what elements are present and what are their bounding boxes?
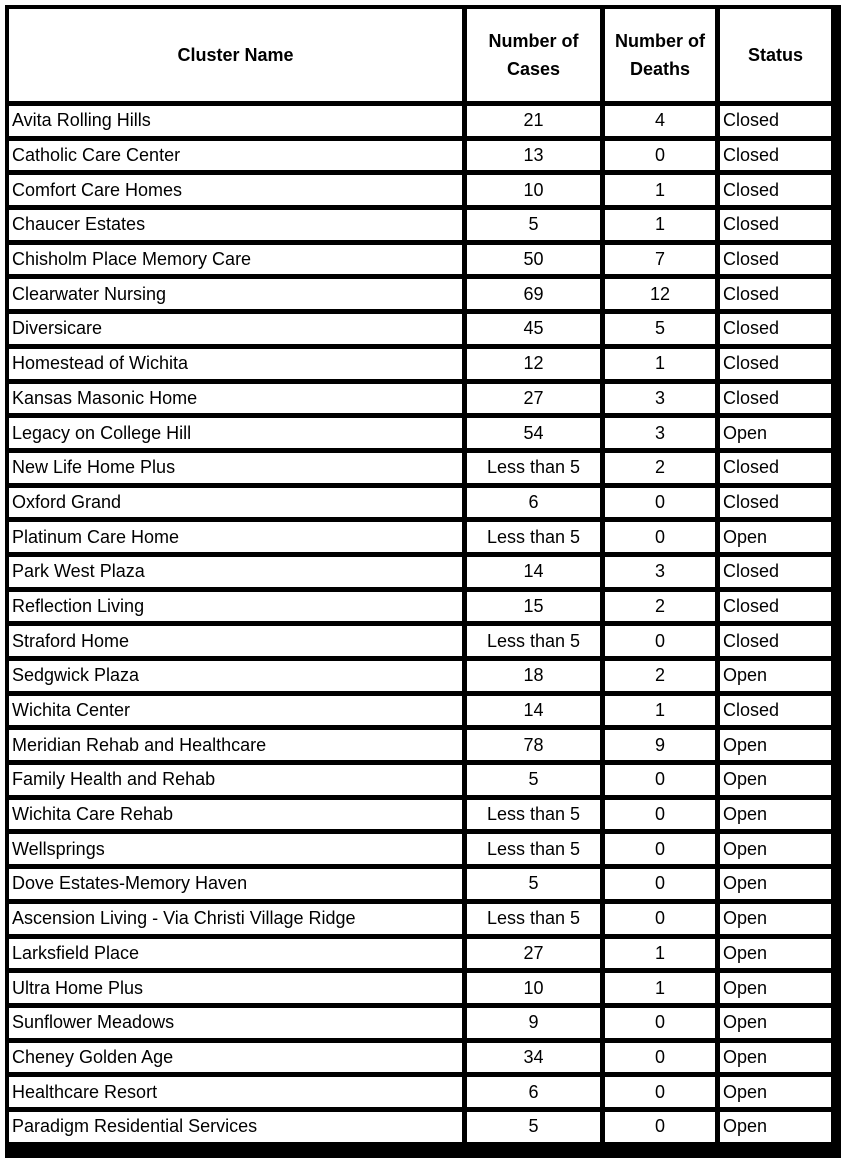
- cell-number-of-deaths: 7: [605, 245, 715, 275]
- cell-number-of-deaths: 3: [605, 418, 715, 448]
- cluster-table-sheet: [5, 5, 841, 1158]
- cell-cluster-name: Family Health and Rehab: [9, 765, 462, 795]
- cell-cluster-name: Sunflower Meadows: [9, 1008, 462, 1038]
- cell-number-of-deaths: 3: [605, 384, 715, 414]
- header-row: [9, 9, 831, 101]
- cell-number-of-deaths: 0: [605, 1008, 715, 1038]
- cell-number-of-cases: 14: [467, 557, 600, 587]
- cell-status: Open: [720, 973, 831, 1003]
- cell-status: Closed: [720, 488, 831, 518]
- table-row: [9, 904, 831, 934]
- cell-status: Closed: [720, 245, 831, 275]
- cell-cluster-name: Diversicare: [9, 314, 462, 344]
- cell-number-of-cases: 69: [467, 279, 600, 309]
- cluster-table: [4, 4, 836, 1147]
- cell-status: Closed: [720, 384, 831, 414]
- cell-number-of-deaths: 1: [605, 973, 715, 1003]
- table-row: [9, 141, 831, 171]
- cell-cluster-name: Cheney Golden Age: [9, 1043, 462, 1073]
- cell-status: Open: [720, 661, 831, 691]
- header-number-of-deaths: Number of Deaths: [605, 9, 715, 101]
- table-row: [9, 1043, 831, 1073]
- table-row: [9, 245, 831, 275]
- cell-number-of-cases: Less than 5: [467, 834, 600, 864]
- table-row: [9, 418, 831, 448]
- table-row: [9, 453, 831, 483]
- cell-status: Open: [720, 904, 831, 934]
- cell-status: Open: [720, 418, 831, 448]
- cell-number-of-cases: 27: [467, 384, 600, 414]
- cell-status: Open: [720, 730, 831, 760]
- cell-number-of-cases: 13: [467, 141, 600, 171]
- table-row: [9, 765, 831, 795]
- cell-status: Open: [720, 800, 831, 830]
- cell-cluster-name: Chisholm Place Memory Care: [9, 245, 462, 275]
- cell-number-of-cases: 14: [467, 696, 600, 726]
- table-row: [9, 1112, 831, 1142]
- cell-number-of-cases: 50: [467, 245, 600, 275]
- cell-number-of-deaths: 2: [605, 661, 715, 691]
- header-cluster-name: Cluster Name: [9, 9, 462, 101]
- cell-number-of-deaths: 12: [605, 279, 715, 309]
- cell-number-of-cases: 6: [467, 1077, 600, 1107]
- cell-cluster-name: Homestead of Wichita: [9, 349, 462, 379]
- cell-number-of-cases: 5: [467, 765, 600, 795]
- cell-cluster-name: Ultra Home Plus: [9, 973, 462, 1003]
- table-row: [9, 730, 831, 760]
- table-row: [9, 522, 831, 552]
- table-row: [9, 661, 831, 691]
- cell-number-of-deaths: 0: [605, 1043, 715, 1073]
- table-row: [9, 106, 831, 136]
- cell-cluster-name: Legacy on College Hill: [9, 418, 462, 448]
- cell-number-of-cases: Less than 5: [467, 626, 600, 656]
- cell-cluster-name: Ascension Living - Via Christi Village Ridge: [9, 904, 462, 934]
- table-body: [9, 106, 831, 1142]
- cell-number-of-cases: Less than 5: [467, 522, 600, 552]
- cell-number-of-deaths: 0: [605, 765, 715, 795]
- cell-number-of-cases: Less than 5: [467, 800, 600, 830]
- cell-number-of-cases: 10: [467, 973, 600, 1003]
- cell-number-of-cases: 5: [467, 869, 600, 899]
- cell-status: Open: [720, 1077, 831, 1107]
- cell-number-of-deaths: 0: [605, 141, 715, 171]
- cell-number-of-deaths: 3: [605, 557, 715, 587]
- cell-status: Closed: [720, 696, 831, 726]
- cell-status: Closed: [720, 279, 831, 309]
- cell-status: Closed: [720, 314, 831, 344]
- cell-status: Closed: [720, 626, 831, 656]
- cell-number-of-cases: 34: [467, 1043, 600, 1073]
- cell-status: Open: [720, 1043, 831, 1073]
- cell-status: Closed: [720, 210, 831, 240]
- cell-status: Closed: [720, 557, 831, 587]
- cell-number-of-cases: 54: [467, 418, 600, 448]
- cell-cluster-name: Larksfield Place: [9, 939, 462, 969]
- cell-cluster-name: Dove Estates-Memory Haven: [9, 869, 462, 899]
- cell-number-of-cases: 15: [467, 592, 600, 622]
- cell-number-of-cases: Less than 5: [467, 904, 600, 934]
- cell-number-of-deaths: 1: [605, 939, 715, 969]
- cell-number-of-deaths: 2: [605, 592, 715, 622]
- cell-number-of-cases: Less than 5: [467, 453, 600, 483]
- table-row: [9, 210, 831, 240]
- cell-number-of-deaths: 0: [605, 834, 715, 864]
- header-status: Status: [720, 9, 831, 101]
- cell-number-of-cases: 78: [467, 730, 600, 760]
- cell-cluster-name: Meridian Rehab and Healthcare: [9, 730, 462, 760]
- cell-cluster-name: Sedgwick Plaza: [9, 661, 462, 691]
- table-row: [9, 314, 831, 344]
- cell-number-of-deaths: 4: [605, 106, 715, 136]
- table-row: [9, 939, 831, 969]
- cell-cluster-name: New Life Home Plus: [9, 453, 462, 483]
- cell-number-of-deaths: 9: [605, 730, 715, 760]
- cell-cluster-name: Wichita Center: [9, 696, 462, 726]
- cell-number-of-cases: 9: [467, 1008, 600, 1038]
- cell-cluster-name: Oxford Grand: [9, 488, 462, 518]
- cell-cluster-name: Park West Plaza: [9, 557, 462, 587]
- table-row: [9, 557, 831, 587]
- cell-status: Closed: [720, 175, 831, 205]
- cell-cluster-name: Catholic Care Center: [9, 141, 462, 171]
- cell-number-of-deaths: 0: [605, 522, 715, 552]
- cell-status: Open: [720, 1112, 831, 1142]
- cell-status: Closed: [720, 106, 831, 136]
- cell-number-of-deaths: 0: [605, 626, 715, 656]
- cell-status: Open: [720, 869, 831, 899]
- cell-status: Open: [720, 522, 831, 552]
- cell-number-of-deaths: 0: [605, 800, 715, 830]
- cell-number-of-cases: 10: [467, 175, 600, 205]
- cell-cluster-name: Comfort Care Homes: [9, 175, 462, 205]
- cell-status: Closed: [720, 453, 831, 483]
- cell-number-of-deaths: 0: [605, 869, 715, 899]
- cell-status: Closed: [720, 592, 831, 622]
- cell-number-of-deaths: 2: [605, 453, 715, 483]
- table-row: [9, 800, 831, 830]
- cell-status: Open: [720, 1008, 831, 1038]
- table-row: [9, 592, 831, 622]
- cell-number-of-cases: 21: [467, 106, 600, 136]
- cell-number-of-deaths: 5: [605, 314, 715, 344]
- cell-status: Closed: [720, 349, 831, 379]
- table-row: [9, 175, 831, 205]
- table-row: [9, 279, 831, 309]
- table-header: [9, 9, 831, 101]
- cell-cluster-name: Platinum Care Home: [9, 522, 462, 552]
- cell-number-of-deaths: 0: [605, 904, 715, 934]
- cell-cluster-name: Healthcare Resort: [9, 1077, 462, 1107]
- cell-number-of-deaths: 1: [605, 349, 715, 379]
- cell-cluster-name: Wichita Care Rehab: [9, 800, 462, 830]
- cell-number-of-deaths: 1: [605, 175, 715, 205]
- cell-status: Open: [720, 939, 831, 969]
- table-row: [9, 1008, 831, 1038]
- cell-cluster-name: Wellsprings: [9, 834, 462, 864]
- cell-number-of-deaths: 0: [605, 1077, 715, 1107]
- cell-status: Closed: [720, 141, 831, 171]
- table-row: [9, 626, 831, 656]
- cell-number-of-cases: 5: [467, 210, 600, 240]
- cell-cluster-name: Paradigm Residential Services: [9, 1112, 462, 1142]
- cell-cluster-name: Avita Rolling Hills: [9, 106, 462, 136]
- cell-number-of-deaths: 1: [605, 696, 715, 726]
- cell-number-of-deaths: 1: [605, 210, 715, 240]
- cell-cluster-name: Straford Home: [9, 626, 462, 656]
- cell-status: Open: [720, 765, 831, 795]
- cell-cluster-name: Reflection Living: [9, 592, 462, 622]
- cell-cluster-name: Kansas Masonic Home: [9, 384, 462, 414]
- cell-number-of-cases: 18: [467, 661, 600, 691]
- table-row: [9, 973, 831, 1003]
- cell-number-of-deaths: 0: [605, 1112, 715, 1142]
- cell-cluster-name: Chaucer Estates: [9, 210, 462, 240]
- cell-status: Open: [720, 834, 831, 864]
- table-row: [9, 834, 831, 864]
- cell-number-of-deaths: 0: [605, 488, 715, 518]
- table-row: [9, 1077, 831, 1107]
- table-row: [9, 696, 831, 726]
- header-number-of-cases: Number of Cases: [467, 9, 600, 101]
- table-row: [9, 349, 831, 379]
- cell-number-of-cases: 45: [467, 314, 600, 344]
- table-row: [9, 384, 831, 414]
- cell-number-of-cases: 6: [467, 488, 600, 518]
- cell-number-of-cases: 27: [467, 939, 600, 969]
- cell-cluster-name: Clearwater Nursing: [9, 279, 462, 309]
- table-row: [9, 488, 831, 518]
- cell-number-of-cases: 5: [467, 1112, 600, 1142]
- cell-number-of-cases: 12: [467, 349, 600, 379]
- table-row: [9, 869, 831, 899]
